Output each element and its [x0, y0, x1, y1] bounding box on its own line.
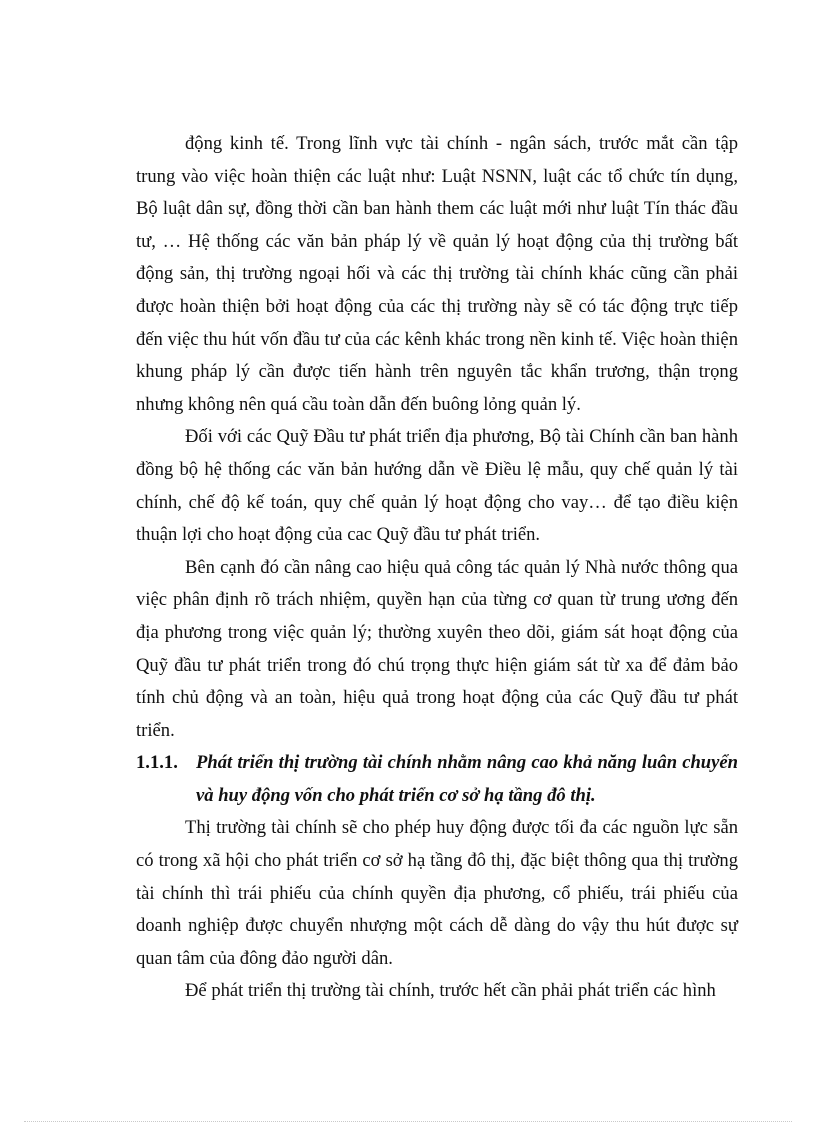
paragraph-1: động kinh tế. Trong lĩnh vực tài chính - ngân sách, trước mắt cần tập trung vào việc hoàn thiện các luật như: Luật NSNN, luật các tổ chức tín dụng, Bộ luật dân sự, đồng thời cần ban hành them các luật mới như luật Tín thác đầu tư, … Hệ thống các văn bản pháp lý về quản lý hoạt động của thị trường bất động sản, thị trường ngoại hối và các thị trường tài chính khác cũng cần phải được hoàn thiện bởi hoạt động của các thị trường này sẽ có tác động trực tiếp đến việc thu hút vốn đầu tư của các kênh khác trong nền kinh tế. Việc hoàn thiện khung pháp lý cần được tiến hành trên nguyên tắc khẩn trương, thận trọng nhưng không nên quá cầu toàn dẫn đến buông lỏng quản lý. [136, 133, 738, 415]
page-bottom-divider [24, 1121, 792, 1122]
paragraph-4: Thị trường tài chính sẽ cho phép huy động được tối đa các nguồn lực sẵn có trong xã hội cho phát triển cơ sở hạ tầng đô thị, đặc biệt thông qua thị trường tài chính thì trái phiếu của chính quyền địa phương, cổ phiếu, trái phiếu của doanh nghiệp được chuyển nhượng một cách dễ dàng do vậy thu hút được sự quan tâm của đông đảo người dân. [136, 817, 738, 969]
paragraph-3: Bên cạnh đó cần nâng cao hiệu quả công tác quản lý Nhà nước thông qua việc phân định rõ trách nhiệm, quyền hạn của từng cơ quan từ trung ương đến địa phương trong việc quản lý; thường xuyên theo dõi, giám sát hoạt động của Quỹ đầu tư phát triển trong đó chú trọng thực hiện giám sát từ xa để đảm bảo tính chủ động và an toàn, hiệu quả trong hoạt động của các Quỹ đầu tư phát triển. [136, 556, 738, 741]
section-heading [136, 747, 738, 812]
page-content [136, 128, 738, 1008]
paragraph-5: Để phát triển thị trường tài chính, trước hết cần phải phát triển các hình [185, 980, 716, 1002]
section-title: Phát triển thị trường tài chính nhằm nâng cao khả năng luân chuyển và huy động vốn cho phát triển cơ sở hạ tầng đô thị. [196, 752, 738, 806]
paragraph-2: Đối với các Quỹ Đầu tư phát triển địa phương, Bộ tài Chính cần ban hành đồng bộ hệ thống các văn bản hướng dẫn về Điều lệ mẫu, quy chế quản lý tài chính, chế độ kế toán, quy chế quản lý hoạt động cho vay… để tạo điều kiện thuận lợi cho hoạt động của cac Quỹ đầu tư phát triển. [136, 426, 738, 546]
section-number: 1.1.1. [136, 752, 178, 774]
